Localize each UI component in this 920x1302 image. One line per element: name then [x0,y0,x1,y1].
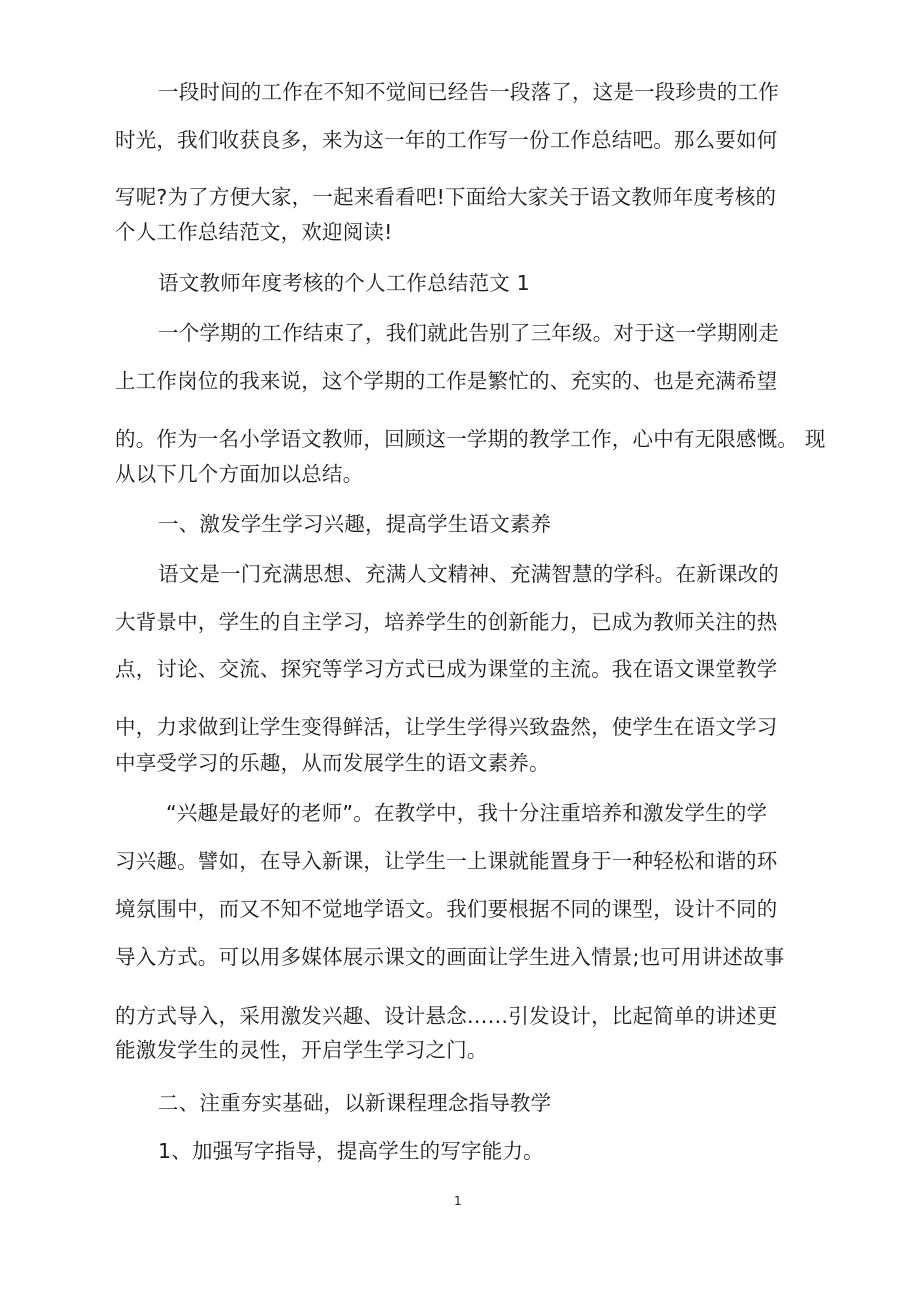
paragraph-line: 的。作为一名小学语文教师，回顾这一学期的教学工作，心中有无限感慨。 现 [115,427,826,451]
paragraph-line: 个人工作总结范文，欢迎阅读! [115,220,393,244]
paragraph-line: 点，讨论、交流、探究等学习方式已成为课堂的主流。我在语文课堂教学 [115,657,778,681]
paragraph-line: 的方式导入，采用激发兴趣、设计悬念……引发设计，比起简单的讲述更 [115,1004,778,1028]
paragraph-line: 境氛围中，而又不知不觉地学语文。我们要根据不同的课型，设计不同的 [115,897,778,921]
paragraph-line: 习兴趣。譬如，在导入新课，让学生一上课就能置身于一种轻松和谐的环 [115,849,778,873]
paragraph-line: 写呢?为了方便大家，一起来看看吧!下面给大家关于语文教师年度考核的 [115,185,777,209]
paragraph-line: 上工作岗位的我来说，这个学期的工作是繁忙的、充实的、也是充满希望 [115,369,778,393]
subsection-heading: 1、加强写字指导，提高学生的写字能力。 [158,1139,544,1163]
paragraph-line: 中享受学习的乐趣，从而发展学生的语文素养。 [115,751,550,775]
section-title: 语文教师年度考核的个人工作总结范文 1 [158,271,530,295]
paragraph-line: 一段时间的工作在不知不觉间已经告一段落了，这是一段珍贵的工作 [158,80,779,104]
paragraph-line: 时光，我们收获良多，来为这一年的工作写一份工作总结吧。那么要如何 [115,128,778,152]
page-number: 1 [454,1194,462,1208]
section-heading: 二、注重夯实基础，以新课程理念指导教学 [158,1091,552,1115]
paragraph-line: 语文是一门充满思想、充满人文精神、充满智慧的学科。在新课改的 [158,562,779,586]
paragraph-line: 大背景中，学生的自主学习，培养学生的创新能力，已成为教师关注的热 [115,610,778,634]
paragraph-line: 从以下几个方面加以总结。 [115,462,364,486]
paragraph-line: 导入方式。可以用多媒体展示课文的画面让学生进入情景;也可用讲述故事 [115,945,785,969]
section-heading: 一、激发学生学习兴趣，提高学生语文素养 [158,512,552,536]
paragraph-line: “兴趣是最好的老师”。在教学中，我十分注重培养和激发学生的学 [166,801,768,825]
paragraph-line: 一个学期的工作结束了，我们就此告别了三年级。对于这一学期刚走 [158,321,779,345]
paragraph-line: 中，力求做到让学生变得鲜活，让学生学得兴致盎然，使学生在语文学习 [115,715,778,739]
paragraph-line: 能激发学生的灵性，开启学生学习之门。 [115,1038,488,1062]
